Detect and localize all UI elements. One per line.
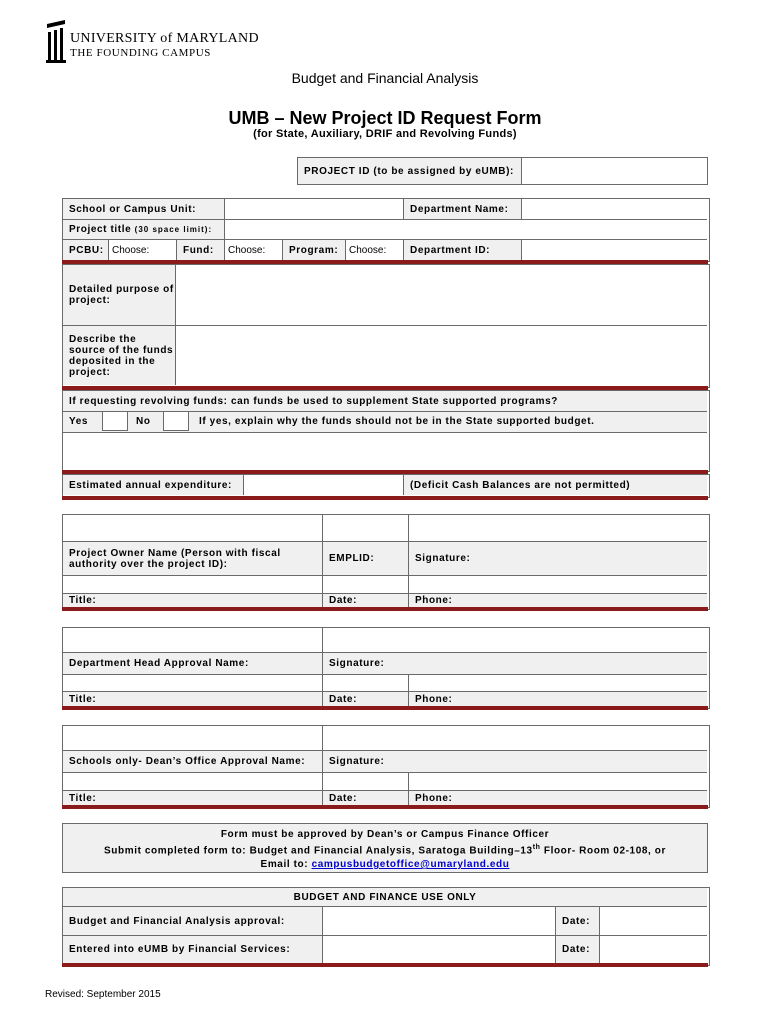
owner-signature-field[interactable]	[408, 515, 707, 541]
dept-head-date-label: Date:	[322, 691, 408, 706]
section-divider	[62, 496, 708, 500]
section-divider	[62, 706, 708, 710]
dept-head-phone-label: Phone:	[408, 691, 707, 706]
owner-date-label: Date:	[322, 593, 408, 607]
department-id-field[interactable]	[521, 239, 707, 260]
dept-head-title-label: Title:	[63, 691, 322, 706]
revision-date: Revised: September 2015	[45, 989, 161, 1000]
dean-date-field[interactable]	[322, 772, 408, 790]
form-title: UMB – New Project ID Request Form	[228, 108, 542, 128]
owner-emplid-label: EMPLID:	[322, 541, 408, 575]
yes-label: Yes	[69, 416, 89, 427]
dean-title-field[interactable]	[63, 772, 322, 790]
funds-source-label: Describe the source of the funds deposited in the project:	[63, 325, 175, 385]
submit-address-room: Floor- Room 02-108, or	[540, 845, 666, 857]
funds-source-field[interactable]	[175, 325, 707, 385]
eumb-entry-label: Entered into eUMB by Financial Services:	[63, 935, 322, 963]
logo-tagline: THE FOUNDING CAMPUS	[70, 47, 211, 59]
no-checkbox[interactable]	[163, 411, 189, 431]
university-seal-icon	[45, 18, 67, 66]
submit-address-sup: th	[532, 844, 541, 851]
owner-name-field[interactable]	[63, 515, 322, 541]
department-name-field[interactable]	[521, 199, 707, 219]
section-divider	[62, 607, 708, 611]
dept-head-title-field[interactable]	[63, 674, 322, 691]
submit-address	[63, 844, 707, 856]
dean-signature-field[interactable]	[322, 726, 707, 750]
submit-address-text: Submit completed form to: Budget and Financial Analysis, Saratoga Building–13	[104, 845, 533, 857]
expenditure-field[interactable]	[243, 475, 403, 495]
pcbu-select[interactable]: Choose:	[108, 239, 176, 260]
owner-signature-label: Signature:	[408, 541, 707, 575]
dean-name-label: Schools only- Dean’s Office Approval Name:	[63, 750, 322, 772]
yes-checkbox[interactable]	[102, 411, 128, 431]
revolving-explain-field[interactable]	[63, 432, 707, 469]
fund-select[interactable]: Choose:	[224, 239, 282, 260]
submit-approval-note: Form must be approved by Dean’s or Campus Finance Officer	[220, 829, 550, 840]
dean-phone-field[interactable]	[408, 772, 707, 790]
bfa-approval-field[interactable]	[322, 906, 555, 935]
revolving-explain-label: If yes, explain why the funds should not be in the State supported budget.	[199, 416, 595, 427]
section-divider	[62, 963, 708, 967]
deficit-note: (Deficit Cash Balances are not permitted)	[403, 475, 707, 495]
owner-title-label: Title:	[63, 593, 322, 607]
dept-head-name-label: Department Head Approval Name:	[63, 652, 322, 674]
dept-head-date-field[interactable]	[322, 674, 408, 691]
owner-date-field[interactable]	[322, 575, 408, 593]
dean-date-label: Date:	[322, 790, 408, 805]
expenditure-label: Estimated annual expenditure:	[63, 475, 243, 495]
owner-emplid-field[interactable]	[322, 515, 408, 541]
project-id-label: PROJECT ID (to be assigned by eUMB):	[297, 157, 522, 185]
purpose-label: Detailed purpose of project:	[63, 265, 175, 325]
owner-phone-label: Phone:	[408, 593, 707, 607]
project-id-field[interactable]	[521, 157, 708, 185]
submit-email-label: Email to:	[260, 859, 309, 870]
purpose-field[interactable]	[175, 265, 707, 325]
project-title-field[interactable]	[224, 219, 707, 239]
bfa-approval-label: Budget and Financial Analysis approval:	[63, 906, 322, 935]
no-label: No	[136, 416, 151, 427]
submit-instructions	[62, 823, 708, 873]
office-use-heading: BUDGET AND FINANCE USE ONLY	[63, 888, 707, 906]
eumb-date-label: Date:	[555, 935, 599, 963]
bfa-date-field[interactable]	[599, 906, 707, 935]
eumb-date-field[interactable]	[599, 935, 707, 963]
fund-label: Fund:	[176, 239, 224, 260]
program-select[interactable]: Choose:	[345, 239, 403, 260]
project-title-text: Project title	[69, 224, 132, 235]
submit-email-row	[63, 859, 707, 870]
pcbu-label: PCBU:	[63, 239, 108, 260]
section-divider	[62, 805, 708, 809]
dean-phone-label: Phone:	[408, 790, 707, 805]
dean-name-field[interactable]	[63, 726, 322, 750]
bfa-date-label: Date:	[555, 906, 599, 935]
school-unit-label: School or Campus Unit:	[63, 199, 224, 219]
school-unit-field[interactable]	[224, 199, 403, 219]
department-id-label: Department ID:	[403, 239, 521, 260]
program-label: Program:	[282, 239, 345, 260]
eumb-entry-field[interactable]	[322, 935, 555, 963]
owner-title-field[interactable]	[63, 575, 322, 593]
dept-head-name-field[interactable]	[63, 628, 322, 652]
dept-head-phone-field[interactable]	[408, 674, 707, 691]
department-heading: Budget and Financial Analysis	[291, 70, 479, 86]
revolving-question: If requesting revolving funds: can funds be used to supplement State supported programs?	[63, 391, 707, 411]
form-subtitle: (for State, Auxiliary, DRIF and Revolving Funds)	[253, 128, 517, 140]
submit-email-link[interactable]: campusbudgetoffice@umaryland.edu	[311, 859, 510, 870]
department-name-label: Department Name:	[403, 199, 521, 219]
owner-name-label: Project Owner Name (Person with fiscal authority over the project ID):	[63, 541, 322, 575]
owner-phone-field[interactable]	[408, 575, 707, 593]
dean-title-label: Title:	[63, 790, 322, 805]
logo-university-name: UNIVERSITY of MARYLAND	[70, 31, 259, 46]
project-title-hint: (30 space limit):	[134, 225, 213, 234]
dean-signature-label: Signature:	[322, 750, 707, 772]
project-title-label	[63, 219, 224, 239]
dept-head-signature-field[interactable]	[322, 628, 707, 652]
dept-head-signature-label: Signature:	[322, 652, 707, 674]
